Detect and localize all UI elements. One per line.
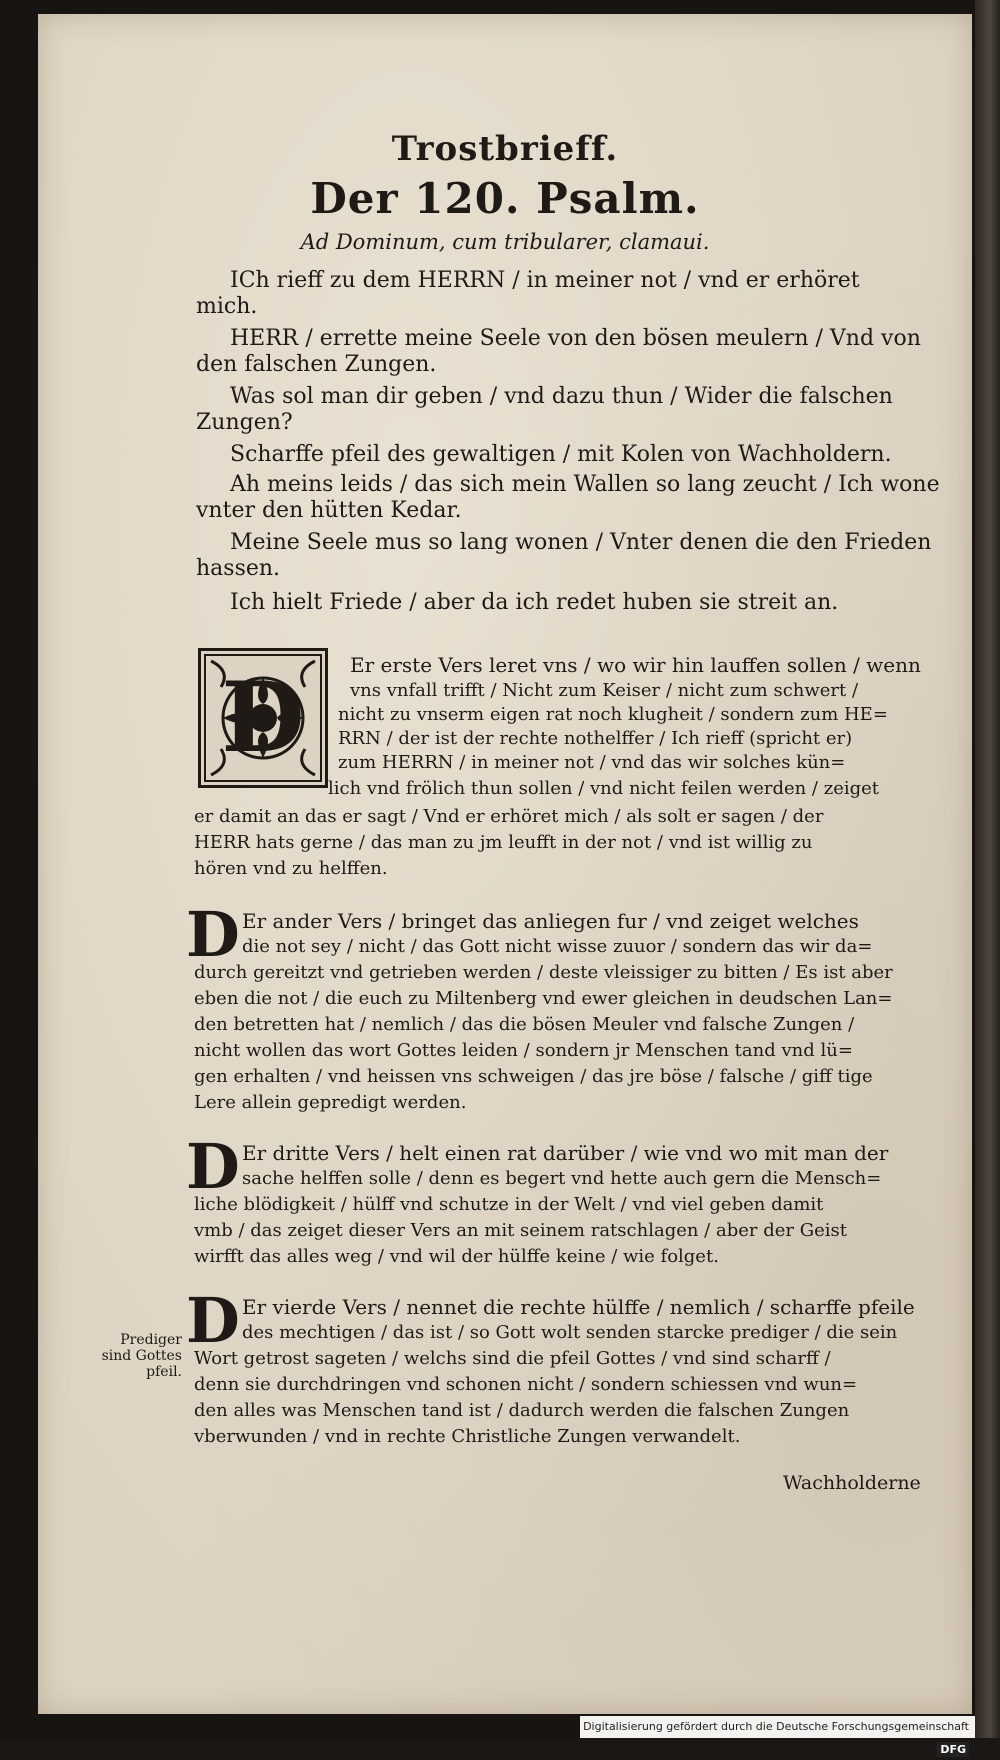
paragraph1-line: RRN / der ist der rechte nothelffer / Ich rieff (spricht er) — [338, 728, 853, 749]
psalm-line: Ah meins leids / das sich mein Wallen so lang zeucht / Ich wone — [230, 472, 940, 497]
footer-text: Digitalisierung gefördert durch die Deutsche Forschungsgemeinschaft · — [583, 1720, 969, 1755]
paragraph1-line: er damit an das er sagt / Vnd er erhöret mich / als solt er sagen / der — [194, 806, 824, 827]
latin-subtitle: Ad Dominum, cum tribularer, clamaui. — [300, 230, 710, 254]
paragraph1-line: lich vnd frölich thun sollen / vnd nicht feilen werden / zeiget — [328, 778, 880, 799]
psalm-line: vnter den hütten Kedar. — [196, 498, 462, 523]
paragraph3-line: liche blödigkeit / hülff vnd schutze in der Welt / vnd viel geben damit — [194, 1194, 824, 1215]
initial-letter: D — [221, 661, 305, 774]
paragraph2-line: eben die not / die euch zu Miltenberg vnd ewer gleichen in deudschen Lan= — [194, 988, 893, 1009]
paragraph4-line: des mechtigen / das ist / so Gott wolt senden starcke prediger / die sein — [242, 1322, 898, 1343]
paragraph1-line: HERR hats gerne / das man zu jm leufft in der not / vnd ist willig zu — [194, 832, 813, 853]
digitization-footer — [580, 1716, 975, 1756]
paragraph4-line: vberwunden / vnd in rechte Christliche Zungen verwandelt. — [194, 1426, 741, 1447]
margin-note-line: sind Gottes — [101, 1348, 182, 1364]
paragraph4-line: Wort getrost sageten / welchs sind die pfeil Gottes / vnd sind scharff / — [194, 1348, 831, 1369]
psalm-line: Ich hielt Friede / aber da ich redet huben sie streit an. — [230, 590, 839, 615]
paragraph3-line: vmb / das zeiget dieser Vers an mit seinem ratschlagen / aber der Geist — [194, 1220, 847, 1241]
psalm-line: mich. — [196, 294, 258, 319]
paragraph4-line: den alles was Menschen tand ist / dadurch werden die falschen Zungen — [194, 1400, 850, 1421]
running-title: Trostbrieff. — [391, 129, 619, 169]
paragraph3-line: Er dritte Vers / helt einen rat darüber / wie vnd wo mit man der — [242, 1141, 889, 1165]
paragraph2-line: die not sey / nicht / das Gott nicht wisse zuuor / sondern das wir da= — [242, 936, 873, 957]
psalm-line: Zungen? — [196, 410, 293, 435]
psalm-line: den falschen Zungen. — [196, 352, 437, 377]
paragraph1-line: Er erste Vers leret vns / wo wir hin lauffen sollen / wenn — [350, 653, 921, 677]
paragraph2-line: nicht wollen das wort Gottes leiden / sondern jr Menschen tand vnd lü= — [194, 1040, 853, 1061]
paragraph3-line: sache helffen solle / denn es begert vnd hette auch gern die Mensch= — [242, 1168, 882, 1189]
paragraph2-line: gen erhalten / vnd heissen vns schweigen / das jre böse / falsche / giff tige — [194, 1066, 873, 1087]
psalm-line: Was sol man dir geben / vnd dazu thun / Wider die falschen — [230, 384, 893, 409]
paragraph1-line: zum HERRN / in meiner not / vnd das wir solches kün= — [338, 752, 846, 773]
psalm-line: hassen. — [196, 556, 281, 581]
paragraph2-line: durch gereitzt vnd getrieben werden / deste vleissiger zu bitten / Es ist aber — [194, 962, 893, 983]
paragraph2-line: Er ander Vers / bringet das anliegen fur / vnd zeiget welches — [242, 909, 859, 933]
drop-cap-d: D — [186, 898, 240, 971]
paragraph3-line: wirfft das alles weg / vnd wil der hülffe keine / wie folget. — [194, 1246, 719, 1267]
paragraph2-line: den betretten hat / nemlich / das die bösen Meuler vnd falsche Zungen / — [194, 1014, 855, 1035]
paragraph2-line: Lere allein gepredigt werden. — [194, 1092, 467, 1113]
psalm-title: Der 120. Psalm. — [310, 174, 700, 223]
margin-note-line: pfeil. — [146, 1364, 182, 1380]
paragraph4-line: Er vierde Vers / nennet die rechte hülffe / nemlich / scharffe pfeile — [242, 1295, 915, 1319]
psalm-line: Scharffe pfeil des gewaltigen / mit Kolen von Wachholdern. — [230, 442, 892, 467]
paragraph1-line: vns vnfall trifft / Nicht zum Keiser / nicht zum schwert / — [350, 680, 859, 701]
book-spine-edge — [975, 0, 1000, 1738]
psalm-line: HERR / errette meine Seele von den bösen meulern / Vnd von — [230, 326, 921, 351]
book-page — [38, 14, 972, 1714]
drop-cap-d: D — [186, 1284, 240, 1357]
margin-note — [96, 1332, 182, 1380]
ornate-initial-d — [198, 648, 328, 788]
paragraph4-line: denn sie durchdringen vnd schonen nicht / sondern schiessen vnd wun= — [194, 1374, 858, 1395]
drop-cap-d: D — [186, 1130, 240, 1203]
dfg-logo: DFG — [937, 1742, 969, 1757]
catchword: Wachholderne — [783, 1472, 921, 1494]
paragraph1-line: hören vnd zu helffen. — [194, 858, 388, 879]
psalm-line: ICh rieff zu dem HERRN / in meiner not / vnd er erhöret — [230, 268, 860, 293]
margin-note-line: Prediger — [120, 1332, 182, 1348]
psalm-line: Meine Seele mus so lang wonen / Vnter denen die den Frieden — [230, 530, 932, 555]
paragraph1-line: nicht zu vnserm eigen rat noch klugheit / sondern zum HE= — [338, 704, 888, 725]
